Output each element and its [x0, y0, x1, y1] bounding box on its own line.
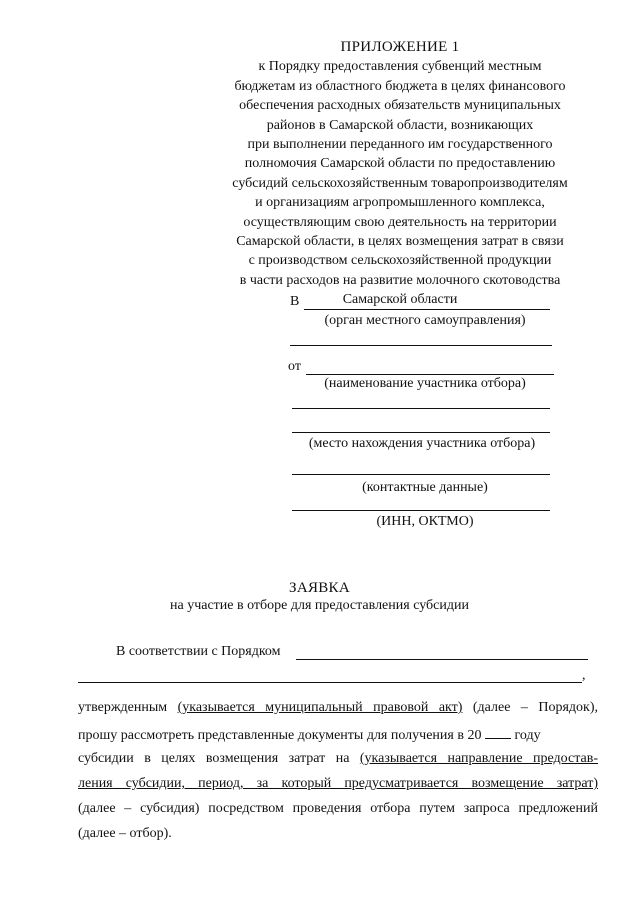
appendix-line: субсидий сельскохозяйственным товаропроизводителям	[232, 175, 568, 191]
subsidy-direction-placeholder: (указывается направление предостав-	[359, 751, 598, 766]
body-line-5-pre: субсидии в целях возмещения затрат на	[78, 751, 360, 766]
appendix-line: Самарской области	[342, 292, 458, 308]
appendix-line: с производством сельскохозяйственной продукции	[248, 253, 552, 269]
body-line-8: (далее – отбор).	[78, 826, 172, 841]
body-line-3-post: (далее – Порядок),	[462, 700, 598, 715]
body-line-3	[78, 700, 598, 716]
body-line-4	[78, 726, 598, 744]
appendix-line: осуществляющим свою деятельность на территории	[243, 214, 557, 230]
body-line-3-pre: утвержденным	[78, 700, 178, 715]
procedure-blank-line-2[interactable]	[78, 682, 582, 683]
to-blank-line[interactable]	[304, 309, 550, 310]
contacts-blank-line[interactable]	[292, 474, 550, 475]
body-line-4-post: году	[514, 728, 541, 743]
inn-caption: (ИНН, ОКТМО)	[376, 514, 474, 529]
from-blank-line[interactable]	[306, 374, 554, 375]
to-prefix: В	[290, 294, 300, 309]
application-title: ЗАЯВКА	[289, 580, 350, 596]
appendix-line: Самарской области, в целях возмещения затрат в связи	[236, 234, 564, 250]
to-caption: (орган местного самоуправления)	[324, 313, 526, 328]
appendix-line: и организациям агропромышленного комплекса,	[255, 195, 545, 211]
body-line-4-pre: прошу рассмотреть представленные документы для получения в 20	[78, 728, 482, 743]
body-line-1-prefix: В соответствии с Порядком	[116, 644, 281, 659]
appendix-line: к Порядку предоставления субвенций местным	[258, 59, 542, 75]
legal-act-placeholder: (указывается муниципальный правовой акт)	[177, 700, 463, 715]
body-line-1	[116, 644, 281, 660]
appendix-line: обеспечения расходных обязательств муниципальных	[239, 98, 561, 114]
application-subtitle: на участие в отборе для предоставления субсидии	[170, 598, 469, 613]
appendix-line: районов в Самарской области, возникающих	[266, 117, 534, 133]
body-line-2-suffix: ,	[582, 668, 586, 683]
procedure-blank-line[interactable]	[296, 659, 588, 660]
from-blank-line-2[interactable]	[292, 408, 550, 409]
contacts-caption: (контактные данные)	[362, 480, 488, 495]
subsidy-period-placeholder: ления субсидии, период, за который предусматривается возмещение затрат)	[78, 776, 598, 791]
location-caption: (место нахождения участника отбора)	[308, 436, 536, 451]
location-blank-line[interactable]	[292, 432, 550, 433]
to-field-row	[290, 294, 552, 314]
appendix-line: полномочия Самарской области по предоставлению	[244, 156, 556, 172]
inn-blank-line[interactable]	[292, 510, 550, 511]
appendix-title: ПРИЛОЖЕНИЕ 1	[340, 39, 460, 55]
body-line-7: (далее – субсидия) посредством проведения отбора путем запроса предложений	[78, 801, 598, 816]
to-blank-line-2[interactable]	[290, 345, 552, 346]
body-line-6	[78, 776, 598, 792]
appendix-line: в части расходов на развитие молочного скотоводства	[239, 272, 561, 288]
year-blank[interactable]	[485, 726, 511, 739]
from-caption: (наименование участника отбора)	[324, 376, 526, 391]
body-line-5	[78, 751, 598, 767]
appendix-line: при выполнении переданного им государственного	[247, 137, 553, 153]
from-prefix: от	[288, 359, 301, 374]
appendix-line: бюджетам из областного бюджета в целях финансового	[234, 78, 566, 94]
appendix-block	[210, 38, 590, 310]
